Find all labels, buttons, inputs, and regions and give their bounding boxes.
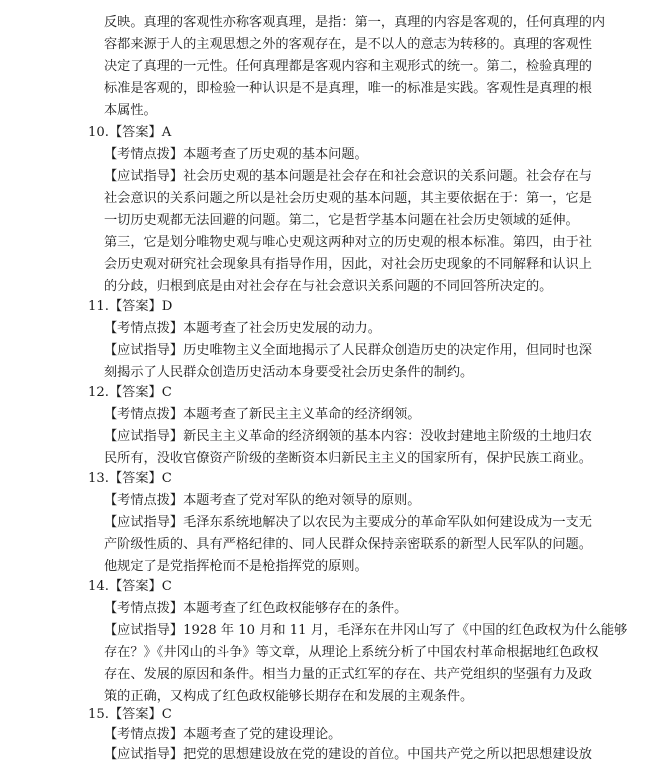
guide-text-line: 会历史观对研究社会现象具有指导作用，因此，对社会历史现象的不同解释和认识上 — [104, 257, 592, 272]
answer-line: 【答案】C — [108, 385, 172, 400]
question-number: 14. — [88, 579, 109, 594]
exam-point-line: 【考情点拨】本题考查了党对军队的绝对领导的原则。 — [104, 493, 421, 508]
body-text-line: 反映。真理的客观性亦称客观真理，是指：第一，真理的内容是客观的，任何真理的内 — [104, 15, 606, 30]
guide-text-line: 的分歧，归根到底是由对社会存在与社会意识关系问题的不同回答所决定的。 — [104, 279, 553, 294]
answer-line: 【答案】A — [108, 125, 172, 140]
guide-text-line: 刻揭示了人民群众创造历史活动本身要受社会历史条件的制约。 — [104, 365, 474, 380]
body-text-line: 本属性。 — [104, 103, 157, 118]
exam-point-line: 【考情点拨】本题考查了红色政权能够存在的条件。 — [104, 601, 408, 616]
question-number: 11. — [88, 299, 109, 314]
body-text-line: 容都来源于人的主观思想之外的客观存在，是不以人的意志为转移的。真理的客观性 — [104, 37, 592, 52]
answer-line: 【答案】D — [108, 299, 173, 314]
guide-text-line: 策的正确，又构成了红色政权能够长期存在和发展的主观条件。 — [104, 689, 474, 704]
guide-text-line: 社会意识的关系问题之所以是社会历史观的基本问题，其主要依据在于：第一，它是 — [104, 191, 592, 206]
question-11 — [88, 298, 172, 316]
guide-text-line: 民所有，没收官僚资产阶级的垄断资本归新民主主义的国家所有，保护民族工商业。 — [104, 451, 592, 466]
answer-line: 【答案】C — [108, 579, 172, 594]
question-12 — [88, 384, 172, 402]
answer-line: 【答案】C — [108, 471, 172, 486]
question-14 — [88, 578, 172, 596]
guide-text-line: 【应试指导】毛泽东系统地解决了以农民为主要成分的革命军队如何建设成为一支无 — [104, 515, 592, 530]
guide-text-line: 【应试指导】社会历史观的基本问题是社会存在和社会意识的关系问题。社会存在与 — [104, 169, 592, 184]
guide-text-line: 【应试指导】把党的思想建设放在党的建设的首位。中国共产党之所以把思想建设放 — [104, 747, 592, 762]
exam-point-line: 【考情点拨】本题考查了党的建设理论。 — [104, 727, 342, 742]
guide-text-line: 【应试指导】历史唯物主义全面地揭示了人民群众创造历史的决定作用，但同时也深 — [104, 343, 592, 358]
exam-point-line: 【考情点拨】本题考查了新民主主义革命的经济纲领。 — [104, 407, 421, 422]
guide-text-line: 存在？》《井冈山的斗争》等文章，从理论上系统分析了中国农村革命根据地红色政权 — [104, 645, 599, 660]
guide-text-line: 一切历史观都无法回避的问题。第二，它是哲学基本问题在社会历史领域的延伸。 — [104, 213, 579, 228]
guide-text-line: 产阶级性质的、具有严格纪律的、同人民群众保持亲密联系的新型人民军队的问题。 — [104, 537, 592, 552]
guide-text-line: 他规定了是党指挥枪而不是枪指挥党的原则。 — [104, 559, 368, 574]
question-number: 13. — [88, 471, 109, 486]
question-number: 10. — [88, 125, 109, 140]
question-number: 12. — [88, 385, 109, 400]
body-text-line: 决定了真理的一元性。任何真理都是客观内容和主观形式的统一。第二，检验真理的 — [104, 59, 592, 74]
guide-text-line: 第三，它是划分唯物史观与唯心史观这两种对立的历史观的根本标准。第四，由于社 — [104, 235, 592, 250]
exam-point-line: 【考情点拨】本题考查了社会历史发展的动力。 — [104, 321, 381, 336]
body-text-line: 标准是客观的，即检验一种认识是不是真理，唯一的标准是实践。客观性是真理的根 — [104, 81, 592, 96]
question-15 — [88, 706, 172, 724]
question-13 — [88, 470, 172, 488]
exam-point-line: 【考情点拨】本题考查了历史观的基本问题。 — [104, 147, 368, 162]
question-number: 15. — [88, 707, 109, 722]
guide-text-line: 【应试指导】新民主主义革命的经济纲领的基本内容：没收封建地主阶级的土地归农 — [104, 429, 592, 444]
guide-text-line: 【应试指导】1928 年 10 月和 11 月，毛泽东在井冈山写了《中国的红色政权为什么能够 — [104, 623, 628, 638]
question-10 — [88, 124, 171, 142]
guide-text-line: 存在、发展的原因和条件。相当力量的正式红军的存在、共产党组织的坚强有力及政 — [104, 667, 592, 682]
answer-line: 【答案】C — [108, 707, 172, 722]
